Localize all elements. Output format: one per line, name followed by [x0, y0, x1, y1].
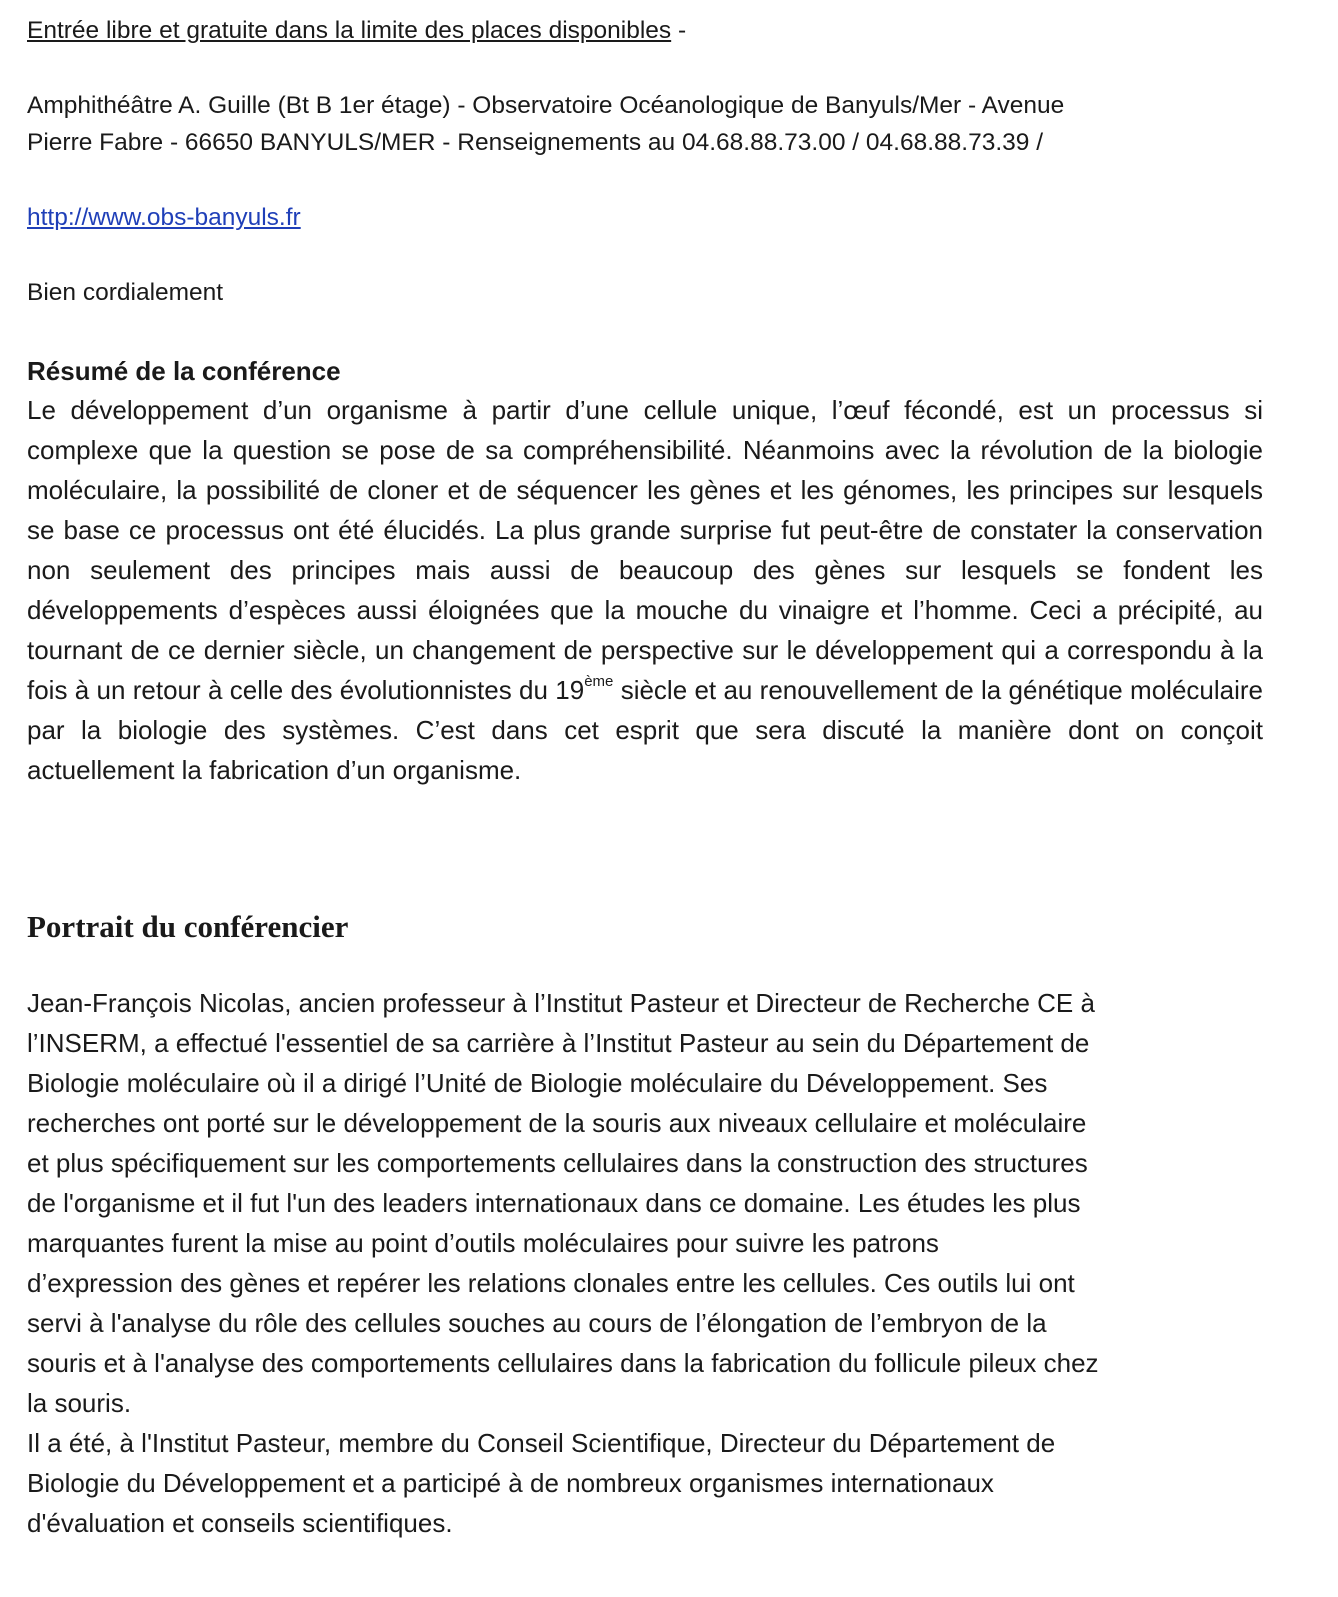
portrait-line: Il a été, à l'Institut Pasteur, membre du Conseil Scientifique, Directeur du Département de — [27, 1428, 1056, 1458]
portrait-line: Biologie du Développement et a participé à de nombreux organismes internationaux — [27, 1468, 994, 1498]
portrait-line: recherches ont porté sur le développement de la souris aux niveaux cellulaire et moléculaire — [27, 1108, 1087, 1138]
summary-text-part-1: Le développement d’un organisme à partir d’une cellule unique, l’œuf fécondé, est un processus si complexe que la question se pose de sa compréhensibilité. Néanmoins avec la révolution de la biologie moléculaire, la possibilité de cloner et de séquencer les gènes et les génomes, les principes sur lesquels se base ce processus ont été élucidés. La plus grande surprise fut peut-être de constater la conservation non seulement des principes mais aussi de beaucoup des gènes sur lesquels se fondent les développements d’espèces aussi éloignées que la mouche du vinaigre et l’homme. Ceci a précipité, au tournant de ce dernier siècle, un changement de perspective sur le développement qui a correspondu à la fois à un retour à celle des évolutionnistes du 19 — [27, 395, 1263, 705]
portrait-line: servi à l'analyse du rôle des cellules souches au cours de l’élongation de l’embryon de la — [27, 1308, 1047, 1338]
venue-address — [27, 87, 1227, 161]
portrait-line: d'évaluation et conseils scientifiques. — [27, 1508, 453, 1538]
summary-heading: Résumé de la conférence — [27, 356, 341, 386]
portrait-line: l’INSERM, a effectué l'essentiel de sa carrière à l’Institut Pasteur au sein du Département de — [27, 1028, 1090, 1058]
portrait-paragraph — [27, 983, 1263, 1543]
free-entry-notice — [27, 12, 686, 49]
summary-paragraph — [27, 390, 1263, 790]
summary-text-part-2: siècle et au renouvellement de la génétique moléculaire par la biologie des systèmes. C’est dans cet esprit que sera discuté la manière dont on conçoit actuellement la fabrication d’un organisme. — [27, 675, 1263, 785]
free-entry-text: Entrée libre et gratuite dans la limite des places disponibles — [27, 17, 672, 44]
summary-superscript: ème — [584, 673, 614, 690]
portrait-line: Jean-François Nicolas, ancien professeur à l’Institut Pasteur et Directeur de Recherche CE à — [27, 988, 1095, 1018]
website-link[interactable]: http://www.obs-banyuls.fr — [27, 204, 301, 231]
portrait-line: de l'organisme et il fut l'un des leaders internationaux dans ce domaine. Les études les plus — [27, 1188, 1081, 1218]
portrait-line: souris et à l'analyse des comportements cellulaires dans la fabrication du follicule pileux chez — [27, 1348, 1099, 1378]
portrait-heading: Portrait du conférencier — [27, 909, 349, 944]
portrait-line: marquantes furent la mise au point d’outils moléculaires pour suivre les patrons — [27, 1228, 939, 1258]
free-entry-suffix: - — [671, 17, 687, 44]
closing-greeting: Bien cordialement — [27, 279, 224, 306]
portrait-line: et plus spécifiquement sur les comportements cellulaires dans la construction des structures — [27, 1148, 1088, 1178]
portrait-line: Biologie moléculaire où il a dirigé l’Unité de Biologie moléculaire du Développement. Ses — [27, 1068, 1048, 1098]
portrait-line: d’expression des gènes et repérer les relations clonales entre les cellules. Ces outils lui ont — [27, 1268, 1075, 1298]
portrait-line: la souris. — [27, 1388, 132, 1418]
address-line-1: Amphithéâtre A. Guille (Bt B 1er étage) - Observatoire Océanologique de Banyuls/Mer - Avenue — [27, 92, 1065, 119]
address-line-2: Pierre Fabre - 66650 BANYULS/MER - Renseignements au 04.68.88.73.00 / 04.68.88.73.39 / — [27, 129, 1043, 156]
